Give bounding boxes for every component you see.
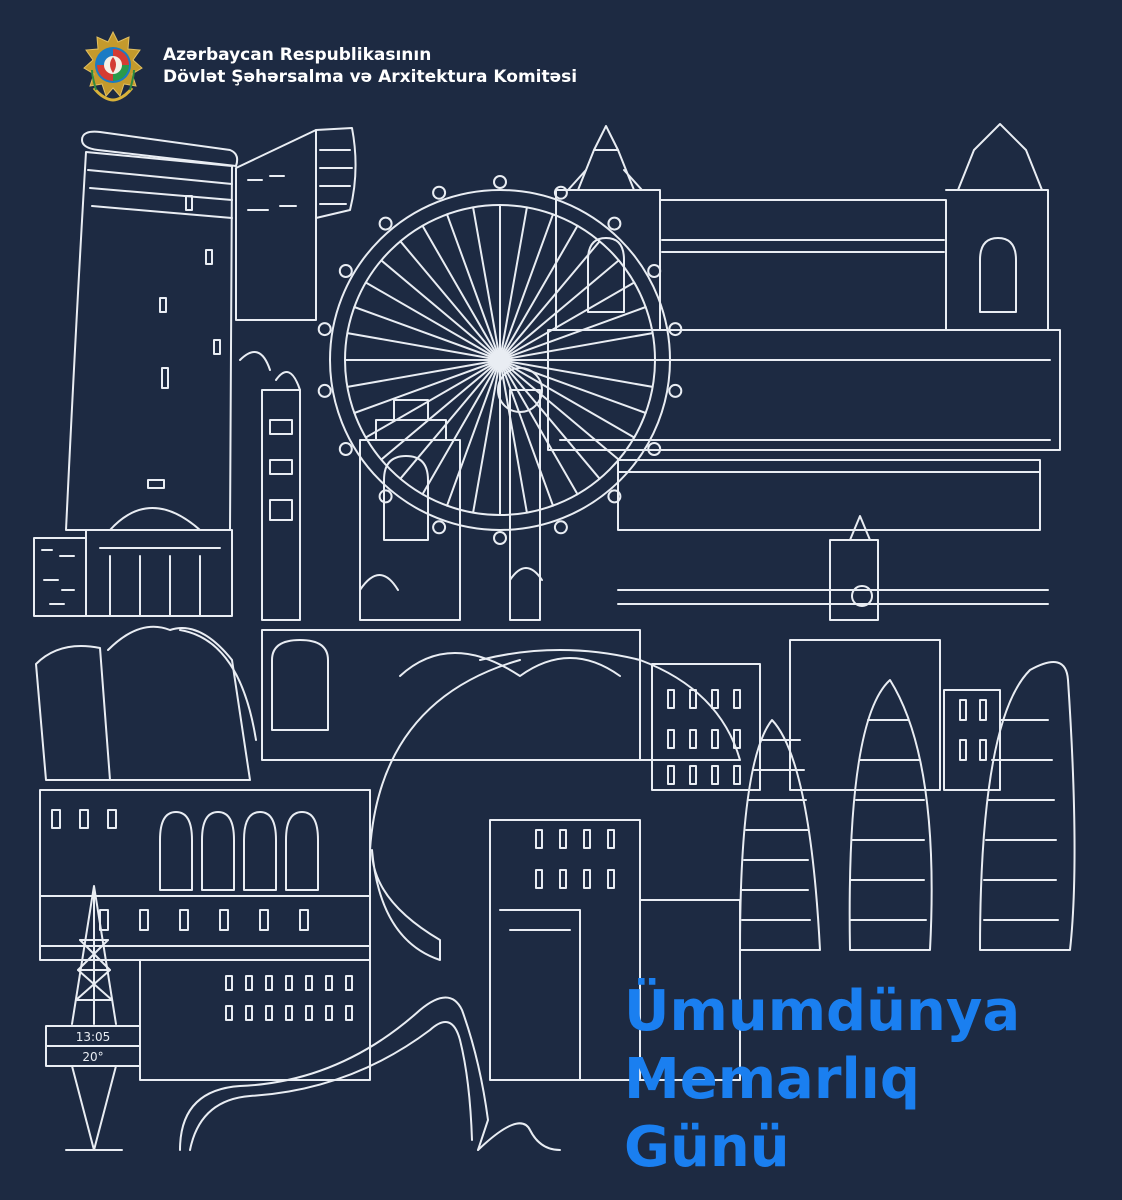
clock-tower: [46, 886, 140, 1150]
wheel-cabin: [608, 218, 620, 230]
headline-line-2: Memarlıq: [624, 1047, 920, 1112]
org-line-1: Azərbaycan Respublikasının: [163, 45, 432, 65]
curved-arch: [370, 650, 740, 960]
wheel-cabin: [340, 443, 352, 455]
wheel-cabin: [319, 385, 331, 397]
wheel-cabin: [555, 521, 567, 533]
domed-building: [34, 480, 232, 616]
headline-line-1: Ümumdünya: [624, 979, 1021, 1044]
wheel-cabin: [340, 265, 352, 277]
wheel-cabin: [319, 323, 331, 335]
wheel-cabin: [433, 187, 445, 199]
wheel-cabin: [494, 532, 506, 544]
org-line-2: Dövlət Şəhərsalma və Arxitektura Komitəsi: [163, 67, 578, 87]
wheel-cabin: [494, 176, 506, 188]
right-buildings: [652, 516, 1000, 790]
wheel-cabin: [380, 218, 392, 230]
left-modern-buildings: [36, 627, 256, 780]
wheel-cabin: [648, 265, 660, 277]
headline-line-3: Günü: [624, 1115, 790, 1180]
wheel-cabin: [380, 490, 392, 502]
maiden-tower: [66, 132, 237, 530]
temperature-display: 20°: [82, 1050, 104, 1064]
modern-tower: [236, 128, 356, 390]
government-house: [548, 124, 1060, 604]
wheel-cabin: [433, 521, 445, 533]
clock-time-display: 13:05: [75, 1030, 111, 1044]
wheel-cabin: [669, 385, 681, 397]
headline: [624, 978, 1020, 1182]
